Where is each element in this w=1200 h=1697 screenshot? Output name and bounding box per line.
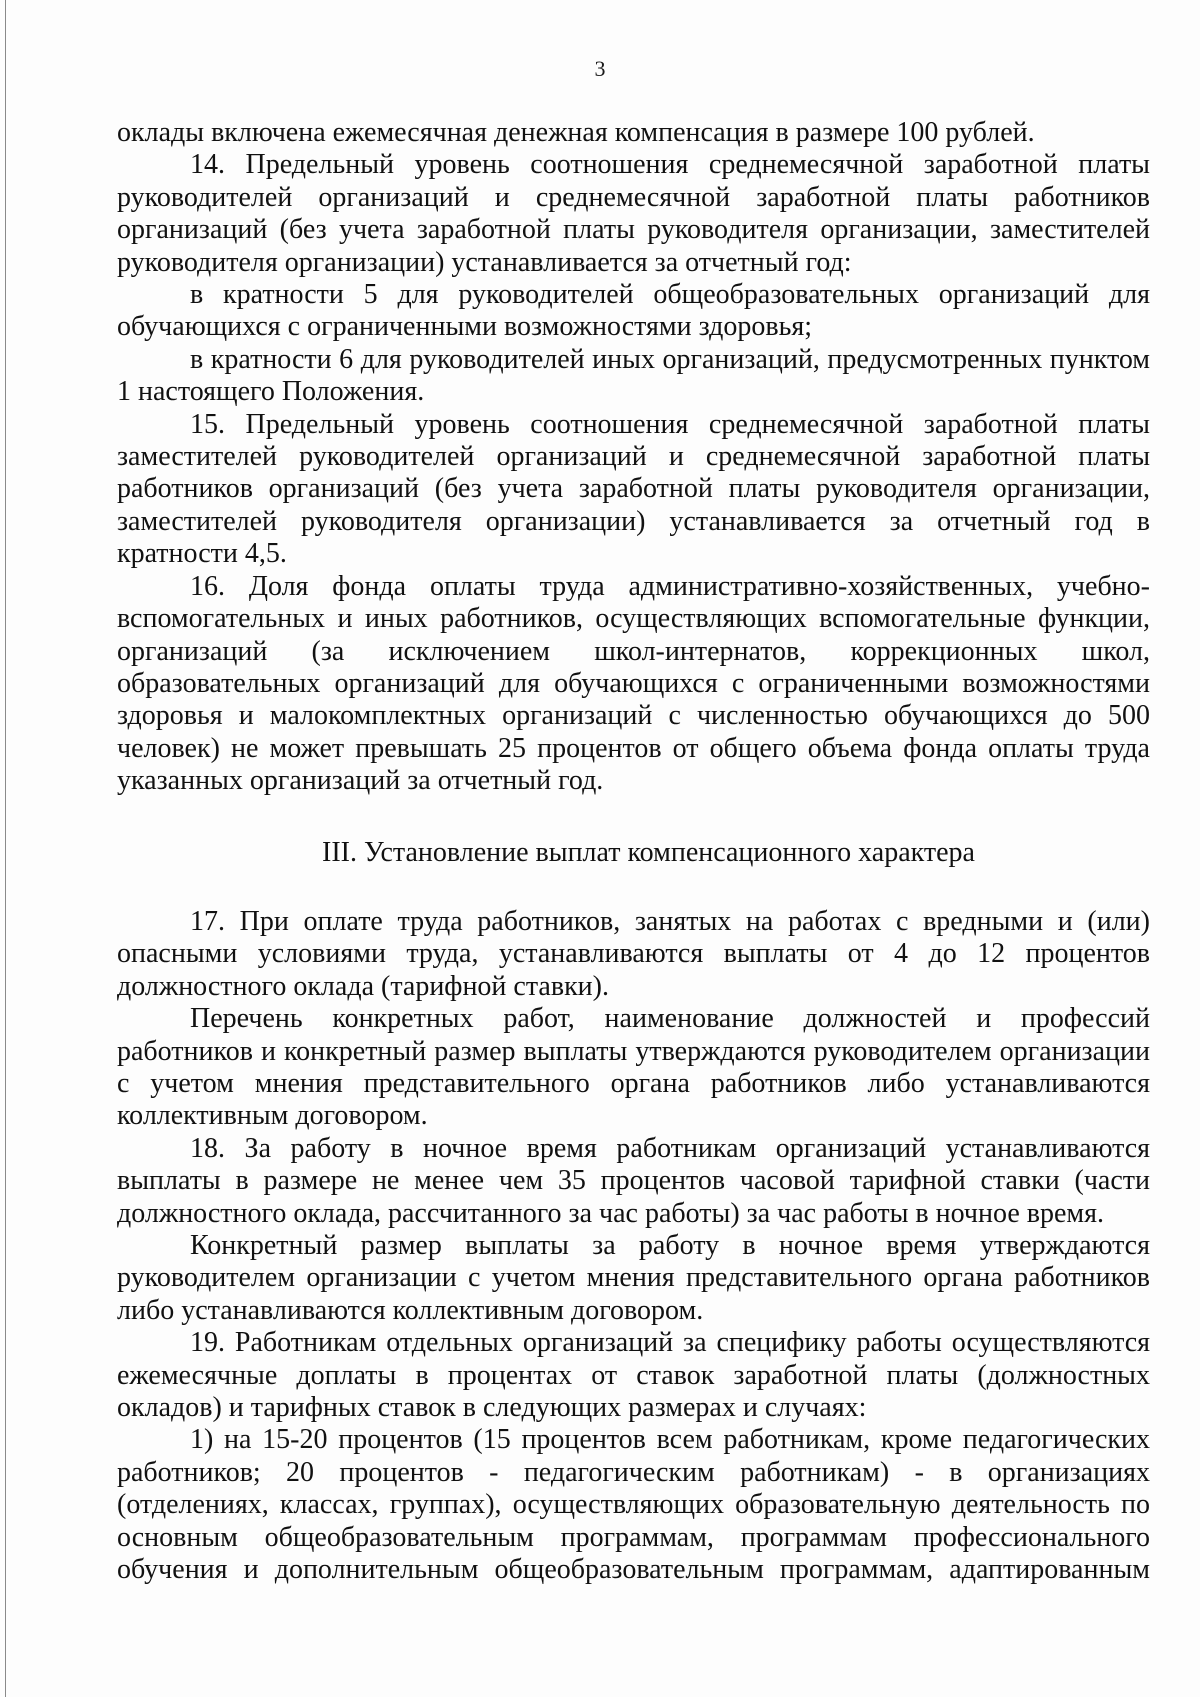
paragraphs-after-section	[117, 906, 1150, 1587]
paragraph-14-item-2: в кратности 6 для руководителей иных организаций, предусмотренных пунктом 1 настоящего Положения.	[117, 343, 1150, 408]
paragraph-18-size: Конкретный размер выплаты за работу в ночное время утверждаются руководителем организации с учетом мнения представительного органа работников либо устанавливаются коллективным договором.	[117, 1230, 1150, 1326]
paragraph-16: 16. Доля фонда оплаты труда административно-хозяйственных, учебно-вспомогательных и иных работников, осуществляющих вспомогательные функции, организаций (за исключением школ-интернатов, коррекционных школ, образовательных организаций для обучающихся с ограниченными возможностями здоровья и малокомплектных организаций с численностью обучающихся до 500 человек) не может превышать 25 процентов от общего объема фонда оплаты труда указанных организаций за отчетный год.	[117, 570, 1150, 797]
scan-page-edge	[5, 0, 6, 1697]
paragraph-19: 19. Работникам отдельных организаций за специфику работы осуществляются ежемесячные доплаты в процентах от ставок заработной платы (должностных окладов) и тарифных ставок в следующих размерах и случаях:	[117, 1327, 1150, 1424]
document-body	[117, 117, 1150, 1586]
paragraph-17-list: Перечень конкретных работ, наименование должностей и профессий работников и конкретный размер выплаты утверждаются руководителем организации с учетом мнения представительного органа работников либо устанавливаются коллективным договором.	[117, 1003, 1150, 1132]
paragraph-15: 15. Предельный уровень соотношения среднемесячной заработной платы заместителей руководителей организаций и среднемесячной заработной платы работников организаций (без учета заработной платы руководителя организации, заместителей руководителя организации) устанавливается за отчетный год в кратности 4,5.	[117, 408, 1150, 570]
paragraph-14-item-1: в кратности 5 для руководителей общеобразовательных организаций для обучающихся с ограниченными возможностями здоровья;	[117, 279, 1150, 343]
paragraph-17: 17. При оплате труда работников, занятых на работах с вредными и (или) опасными условиями труда, устанавливаются выплаты от 4 до 12 процентов должностного оклада (тарифной ставки).	[117, 905, 1150, 1002]
paragraphs-before-section	[117, 117, 1150, 798]
section-heading: III. Установление выплат компенсационного характера	[322, 836, 975, 868]
page-number: 3	[594, 56, 606, 81]
paragraph-14: 14. Предельный уровень соотношения среднемесячной заработной платы руководителей организаций и среднемесячной заработной платы работников организаций (без учета заработной платы руководителя организации, заместителей руководителя организации) устанавливается за отчетный год:	[117, 149, 1150, 278]
paragraph-18: 18. За работу в ночное время работникам организаций устанавливаются выплаты в размере не менее чем 35 процентов часовой тарифной ставки (части должностного оклада, рассчитанного за час работы) за час работы в ночное время.	[117, 1132, 1150, 1229]
paragraph-19-item-1: 1) на 15-20 процентов (15 процентов всем работникам, кроме педагогических работников; 20 процентов - педагогическим работникам) - в организациях (отделениях, классах, группах), осуществляющих образовательную деятельность по основным общеобразовательным программам, программам профессионального обучения и дополнительным общеобразовательным программам, адаптированным	[117, 1424, 1150, 1586]
paragraph: оклады включена ежемесячная денежная компенсация в размере 100 рублей.	[117, 117, 1035, 148]
